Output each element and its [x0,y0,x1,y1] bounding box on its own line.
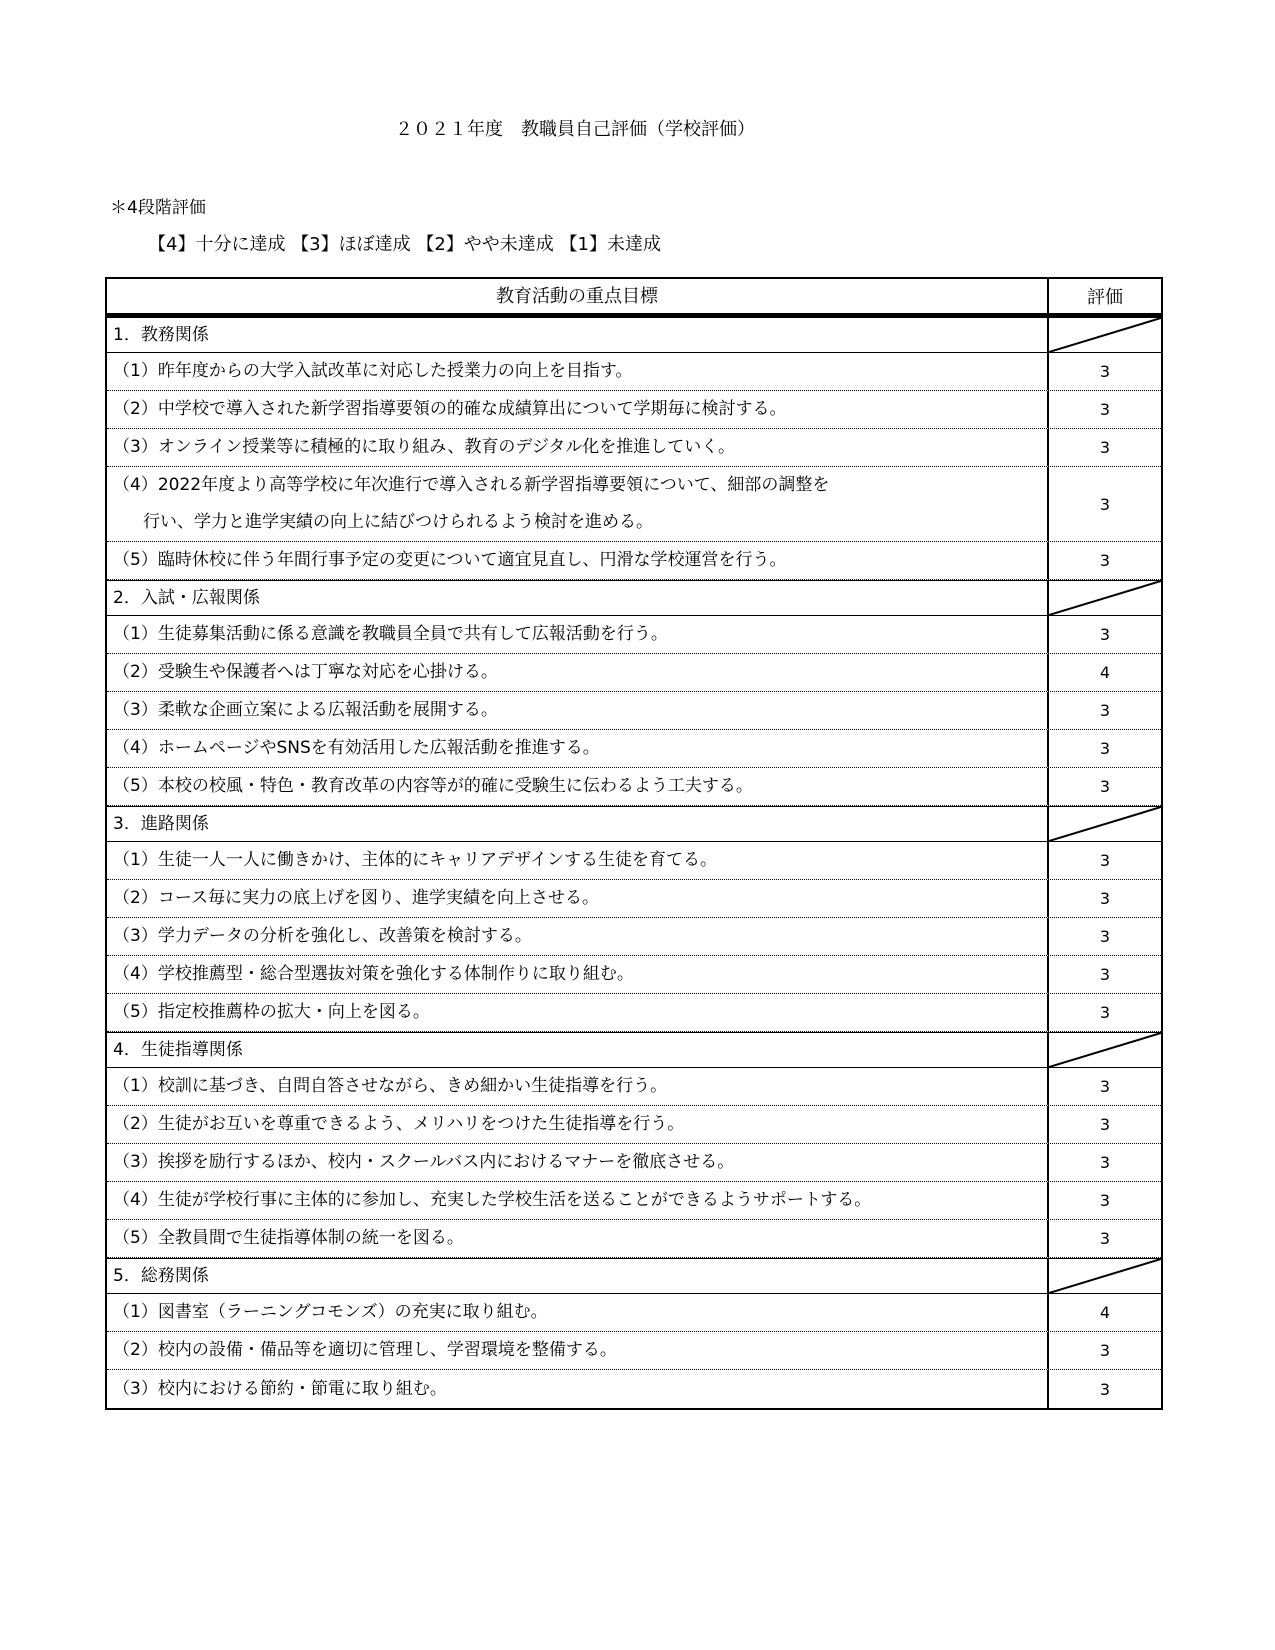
diagonal-slash [1049,1033,1161,1067]
goal-cell [107,1106,1049,1143]
goal-cell [107,1068,1049,1105]
rating-cell: 3 [1099,1153,1111,1172]
rating-cell: 3 [1099,1191,1111,1210]
rating-cell: 3 [1099,1379,1111,1399]
section-row [107,1258,1161,1294]
goal-text: （5）本校の校風・特色・教育改革の内容等が的確に受験生に伝わるよう工夫する。 [113,776,753,796]
table-row [107,842,1161,880]
table-row [107,467,1161,542]
goal-cell [107,1370,1049,1408]
page-title: ２０２１年度 教職員自己評価（学校評価） [395,119,755,140]
goal-cell [107,994,1049,1031]
goal-cell [107,467,1049,541]
table-row [107,1294,1161,1332]
table-row [107,918,1161,956]
rating-cell: 3 [1099,494,1111,514]
rating-cell: 3 [1099,1077,1111,1096]
goal-text: （1）生徒募集活動に係る意識を教職員全員で共有して広報活動を行う。 [113,624,668,644]
goal-cell [107,1182,1049,1219]
goal-text: （1）校訓に基づき、自問自答させながら、きめ細かい生徒指導を行う。 [113,1076,668,1096]
goal-cell [107,918,1049,955]
goal-cell [107,353,1049,390]
table-row [107,429,1161,467]
rating-cell: 3 [1099,739,1111,758]
section-title: 4．生徒指導関係 [107,1033,1049,1067]
diagonal-slash [1049,318,1161,352]
goal-text: （5）全教員間で生徒指導体制の統一を図る。 [113,1228,464,1248]
rating-cell: 3 [1099,400,1111,419]
goal-text-continued: 行い、学力と進学実績の向上に結びつけられるよう検討を進める。 [143,512,653,532]
goal-text: （1）図書室（ラーニングコモンズ）の充実に取り組む。 [113,1302,548,1322]
goal-cell [107,768,1049,805]
section-rating-cell [1049,581,1161,615]
table-row [107,880,1161,918]
goal-cell [107,730,1049,767]
rating-cell: 3 [1099,701,1111,720]
goal-cell [107,616,1049,653]
goal-cell [107,1332,1049,1369]
goal-text: （2）受験生や保護者へは丁寧な対応を心掛ける。 [113,662,498,682]
section-rating-cell [1049,318,1161,352]
table-row [107,1220,1161,1258]
table-row [107,1370,1161,1408]
goal-text: （4）ホームページやSNSを有効活用した広報活動を推進する。 [113,738,600,758]
table-row [107,768,1161,806]
rating-cell: 3 [1099,965,1111,984]
goal-text: （1）生徒一人一人に働きかけ、主体的にキャリアデザインする生徒を育てる。 [113,850,717,870]
rating-column-header: 評価 [1087,287,1123,308]
rating-cell: 3 [1099,1341,1111,1360]
section-row [107,580,1161,616]
goal-text: （5）臨時休校に伴う年間行事予定の変更について適宜見直し、円滑な学校運営を行う。 [113,550,787,570]
section-rating-cell [1049,1259,1161,1293]
table-row [107,353,1161,391]
goal-cell [107,842,1049,879]
table-row [107,542,1161,580]
goal-text: （3）挨拶を励行するほか、校内・スクールバス内におけるマナーを徹底させる。 [113,1152,735,1172]
goal-text: （5）指定校推薦枠の拡大・向上を図る。 [113,1002,430,1022]
rating-cell: 3 [1099,1229,1111,1248]
rating-cell: 3 [1099,625,1111,644]
section-title: 5．総務関係 [107,1259,1049,1293]
section-row [107,1032,1161,1068]
goal-text: （2）中学校で導入された新学習指導要領の的確な成績算出について学期毎に検討する。 [113,399,787,419]
goal-text: （4）学校推薦型・総合型選抜対策を強化する体制作りに取り組む。 [113,964,634,984]
section-title: 3．進路関係 [107,807,1049,841]
goal-text: （4）生徒が学校行事に主体的に参加し、充実した学校生活を送ることができるようサポートする。 [113,1190,872,1210]
goal-cell [107,429,1049,466]
rating-cell: 4 [1099,663,1111,682]
rating-scale-heading: ＊4段階評価 [110,198,206,218]
rating-cell: 3 [1099,927,1111,946]
goal-cell [107,692,1049,729]
section-title: 1．教務関係 [107,318,1049,352]
diagonal-slash [1049,807,1161,841]
table-row [107,616,1161,654]
table-row [107,956,1161,994]
rating-cell: 3 [1099,1115,1111,1134]
section-row [107,317,1161,353]
diagonal-slash [1049,1259,1161,1293]
goal-text: （3）学力データの分析を強化し、改善策を検討する。 [113,926,532,946]
goal-column-header: 教育活動の重点目標 [107,279,1049,313]
rating-cell: 3 [1099,438,1111,457]
section-row [107,806,1161,842]
goal-text: （3）柔軟な企画立案による広報活動を展開する。 [113,700,498,720]
table-row [107,1068,1161,1106]
rating-cell: 3 [1099,777,1111,796]
goal-cell [107,1144,1049,1181]
rating-cell: 3 [1099,551,1111,570]
goal-text: （2）校内の設備・備品等を適切に管理し、学習環境を整備する。 [113,1340,617,1360]
table-row [107,730,1161,768]
diagonal-slash [1049,581,1161,615]
table-row [107,1182,1161,1220]
goal-text: （2）コース毎に実力の底上げを図り、進学実績を向上させる。 [113,888,599,908]
rating-scale-legend: 【4】十分に達成 【3】ほぼ達成 【2】やや未達成 【1】未達成 [148,234,661,255]
goal-cell [107,1220,1049,1257]
section-title: 2．入試・広報関係 [107,581,1049,615]
table-header-row [107,279,1161,317]
goal-cell [107,654,1049,691]
rating-cell: 3 [1099,851,1111,870]
section-rating-cell [1049,807,1161,841]
rating-cell: 3 [1099,362,1111,381]
goal-cell [107,542,1049,579]
table-row [107,994,1161,1032]
goal-text: （3）オンライン授業等に積極的に取り組み、教育のデジタル化を推進していく。 [113,437,735,457]
evaluation-table [105,277,1163,1410]
goal-text: （1）昨年度からの大学入試改革に対応した授業力の向上を目指す。 [113,361,633,381]
rating-cell: 3 [1099,889,1111,908]
table-row [107,654,1161,692]
goal-cell [107,391,1049,428]
goal-text: （3）校内における節約・節電に取り組む。 [113,1378,447,1399]
goal-cell [107,1294,1049,1331]
rating-cell: 3 [1099,1003,1111,1022]
goal-cell [107,880,1049,917]
table-row [107,1332,1161,1370]
goal-cell [107,956,1049,993]
table-row [107,1106,1161,1144]
goal-text: （4）2022年度より高等学校に年次進行で導入される新学習指導要領について、細部の調整を [113,475,830,495]
section-rating-cell [1049,1033,1161,1067]
goal-text: （2）生徒がお互いを尊重できるよう、メリハリをつけた生徒指導を行う。 [113,1114,685,1134]
rating-cell: 4 [1099,1303,1111,1322]
table-row [107,1144,1161,1182]
table-row [107,391,1161,429]
table-row [107,692,1161,730]
